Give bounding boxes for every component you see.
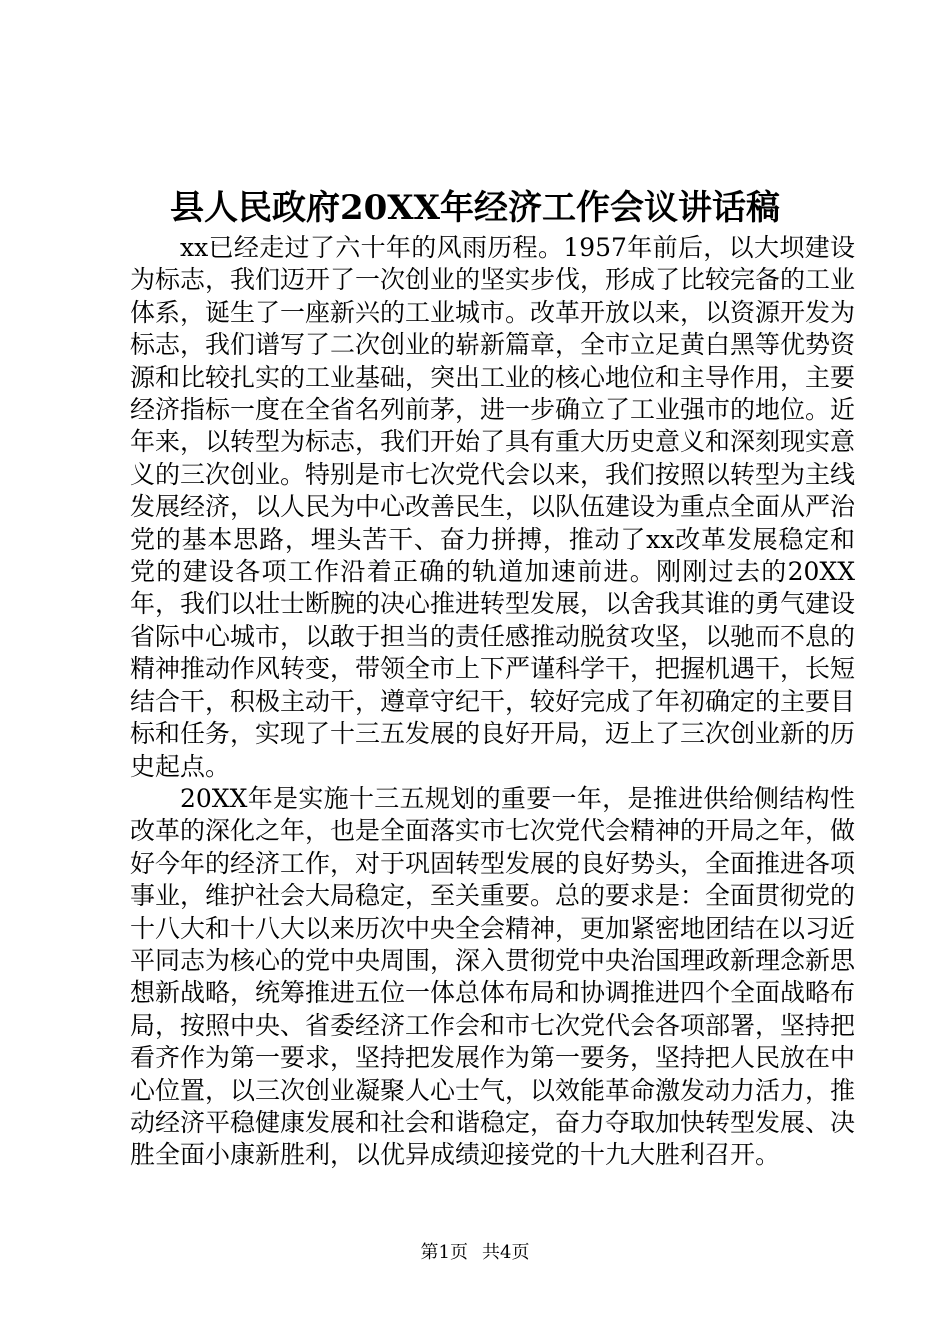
- page-footer: [0, 1241, 950, 1265]
- paragraph-2: 20XX年是实施十三五规划的重要一年，是推进供给侧结构性改革的深化之年，也是全面落实市七次党代会精神的开局之年，做好今年的经济工作，对于巩固转型发展的良好势头，全面推进各项事业，维护社会大局稳定，至关重要。总的要求是：全面贯彻党的十八大和十八大以来历次中央全会精神，更加紧密地团结在以习近平同志为核心的党中央周围，深入贯彻党中央治国理政新理念新思想新战略，统筹推进五位一体总体布局和协调推进四个全面战略布局，按照中央、省委经济工作会和市七次党代会各项部署，坚持把看齐作为第一要求，坚持把发展作为第一要务，坚持把人民放在中心位置，以三次创业凝聚人心士气，以效能革命激发动力活力，推动经济平稳健康发展和社会和谐稳定，奋力夺取加快转型发展、决胜全面小康新胜利，以优异成绩迎接党的十九大胜利召开。: [130, 783, 856, 1170]
- paragraph-1: xx已经走过了六十年的风雨历程。1957年前后，以大坝建设为标志，我们迈开了一次创业的坚实步伐，形成了比较完备的工业体系，诞生了一座新兴的工业城市。改革开放以来，以资源开发为标志，我们谱写了二次创业的崭新篇章，全市立足黄白黑等优势资源和比较扎实的工业基础，突出工业的核心地位和主导作用，主要经济指标一度在全省名列前茅，进一步确立了工业强市的地位。近年来，以转型为标志，我们开始了具有重大历史意义和深刻现实意义的三次创业。特别是市七次党代会以来，我们按照以转型为主线发展经济，以人民为中心改善民生，以队伍建设为重点全面从严治党的基本思路，埋头苦干、奋力拼搏，推动了xx改革发展稳定和党的建设各项工作沿着正确的轨道加速前进。刚刚过去的20XX年，我们以壮士断腕的决心推进转型发展，以舍我其谁的勇气建设省际中心城市，以敢于担当的责任感推动脱贫攻坚，以驰而不息的精神推动作风转变，带领全市上下严谨科学干，把握机遇干，长短结合干，积极主动干，遵章守纪干，较好完成了年初确定的主要目标和任务，实现了十三五发展的良好开局，迈上了三次创业新的历史起点。: [130, 233, 856, 781]
- document-title: 县人民政府20XX年经济工作会议讲话稿: [169, 188, 781, 228]
- page-number: 第1页: [420, 1242, 468, 1263]
- page-total: 共4页: [482, 1242, 530, 1263]
- document-body: [130, 232, 855, 1172]
